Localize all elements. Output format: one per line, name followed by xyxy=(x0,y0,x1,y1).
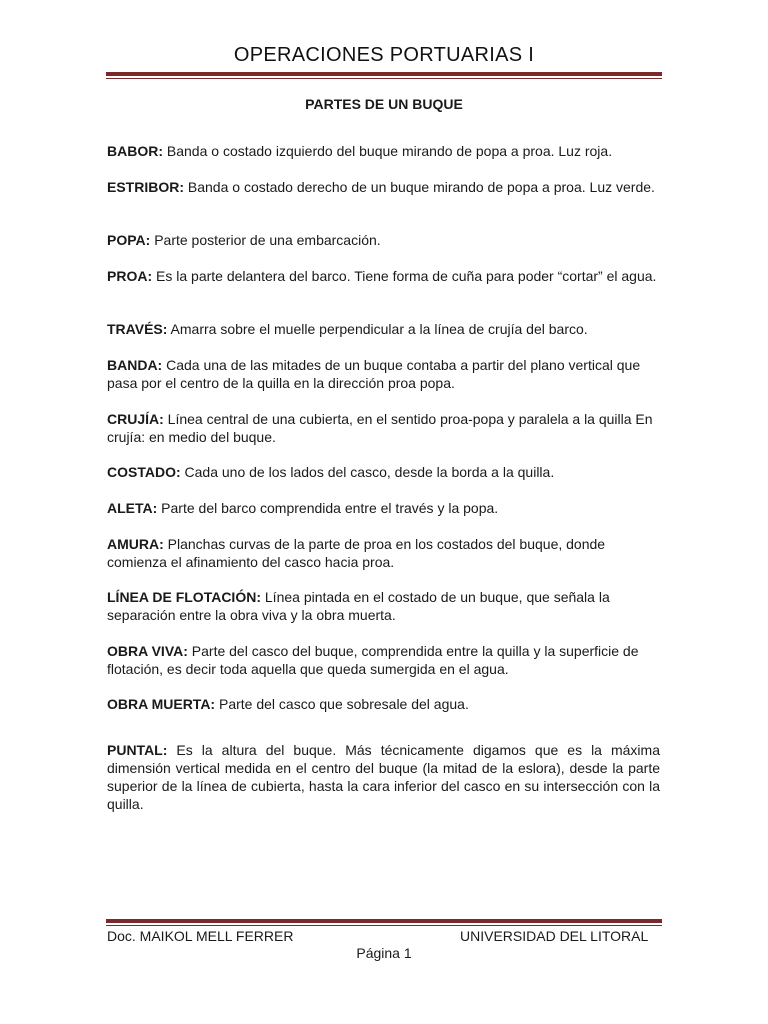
term-entry xyxy=(107,535,660,571)
footer-rule xyxy=(106,919,662,926)
term-label: PROA: xyxy=(107,268,153,284)
term-entry xyxy=(107,463,660,481)
term-entry xyxy=(107,499,660,517)
term-definition: Banda o costado derecho de un buque mirando de popa a proa. Luz verde. xyxy=(184,179,655,195)
term-definition: Amarra sobre el muelle perpendicular a la línea de crujía del barco. xyxy=(167,321,588,337)
term-entry xyxy=(107,642,660,678)
term-label: CRUJÍA: xyxy=(107,411,164,427)
document-title: PARTES DE UN BUQUE xyxy=(305,96,463,112)
term-label: BANDA: xyxy=(107,357,163,373)
term-entry xyxy=(107,267,660,285)
term-entry xyxy=(107,356,660,392)
term-label: OBRA MUERTA: xyxy=(107,696,216,712)
term-definition: Cada una de las mitades de un buque contaba a partir del plano vertical que pasa por el centro de la quilla en la dirección proa popa. xyxy=(107,357,641,391)
term-entry xyxy=(107,231,660,249)
term-label: COSTADO: xyxy=(107,464,181,480)
term-definition: Parte posterior de una embarcación. xyxy=(150,232,381,248)
term-entry xyxy=(107,320,660,338)
term-entry xyxy=(107,410,660,446)
term-definition: Es la altura del buque. Más técnicamente digamos que es la máxima dimensión vertical medida en el centro del buque (la mitad de la eslora), desde la parte superior de la línea de cubierta, hasta la cara inferior del casco en su intersección con la quilla. xyxy=(107,742,660,812)
term-definition: Línea pintada en el costado de un buque, que señala la separación entre la obra viva y la obra muerta. xyxy=(107,589,610,623)
term-definition: Parte del barco comprendida entre el través y la popa. xyxy=(157,500,499,516)
term-entry xyxy=(107,588,660,624)
header-rule xyxy=(106,72,662,79)
term-definition: Planchas curvas de la parte de proa en los costados del buque, donde comienza el afinamiento del casco hacia proa. xyxy=(107,536,606,570)
term-label: LÍNEA DE FLOTACIÓN: xyxy=(107,589,261,605)
term-entry xyxy=(107,142,660,160)
term-definition: Cada uno de los lados del casco, desde la borda a la quilla. xyxy=(180,464,555,480)
term-label: PUNTAL: xyxy=(107,742,168,758)
footer-author: Doc. MAIKOL MELL FERRER xyxy=(107,928,294,944)
term-definition: Parte del casco que sobresale del agua. xyxy=(215,696,469,712)
term-label: OBRA VIVA: xyxy=(107,643,188,659)
term-definition: Banda o costado izquierdo del buque mirando de popa a proa. Luz roja. xyxy=(163,143,613,159)
term-label: TRAVÉS: xyxy=(107,321,168,337)
term-label: ALETA: xyxy=(107,500,158,516)
term-label: ESTRIBOR: xyxy=(107,179,184,195)
term-entry xyxy=(107,741,660,813)
term-label: POPA: xyxy=(107,232,151,248)
page-number: Página 1 xyxy=(356,945,412,961)
term-definition: Parte del casco del buque, comprendida entre la quilla y la superficie de flotación, es decir toda aquella que queda sumergida en el agua. xyxy=(107,643,639,677)
term-entry xyxy=(107,178,660,196)
header-title: OPERACIONES PORTUARIAS I xyxy=(233,44,535,66)
term-label: BABOR: xyxy=(107,143,163,159)
term-label: AMURA: xyxy=(107,536,164,552)
term-definition: Línea central de una cubierta, en el sentido proa-popa y paralela a la quilla En crujía: en medio del buque. xyxy=(107,411,653,445)
term-entry xyxy=(107,695,660,713)
footer-institution: UNIVERSIDAD DEL LITORAL xyxy=(460,928,649,944)
term-definition: Es la parte delantera del barco. Tiene forma de cuña para poder “cortar” el agua. xyxy=(152,268,657,284)
